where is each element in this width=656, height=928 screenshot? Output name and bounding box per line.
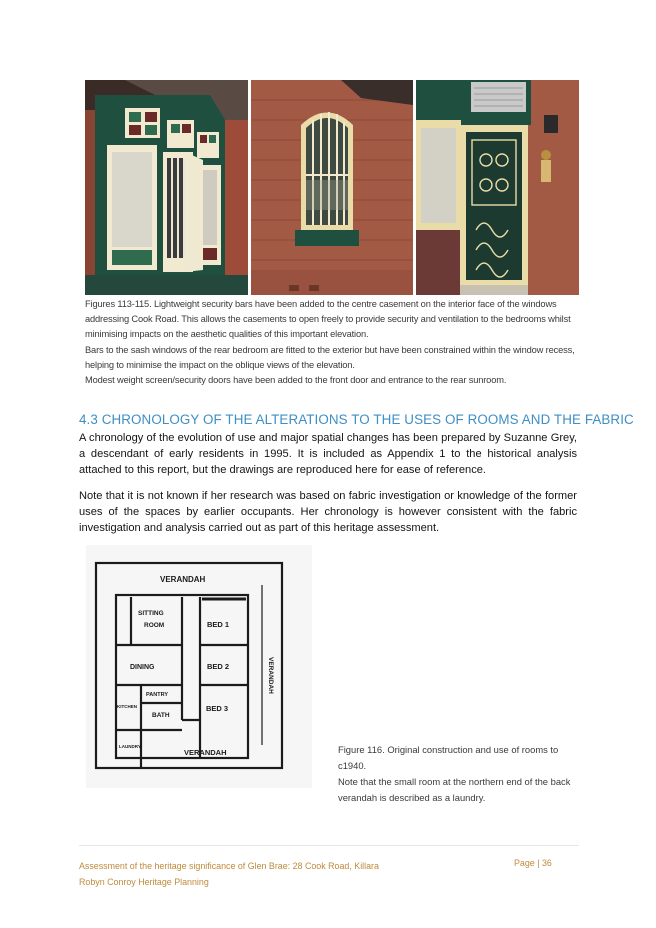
paragraph-1-text: A chronology of the evolution of use and major spatial changes has been prepared by Suzanne Grey, a descendant of early residents in 1995. It is included as Appendix 1 to the historical analysis attached to this report, but the drawings are reproduced here for ease of reference. bbox=[79, 432, 577, 477]
plan-label-verandah-bottom: VERANDAH bbox=[184, 748, 227, 757]
plan-label-bed2: BED 2 bbox=[207, 662, 230, 671]
plan-label-kitchen: KITCHEN bbox=[117, 704, 137, 709]
plan-label-sitting: SITTING bbox=[138, 610, 164, 617]
plan-label-verandah-top: VERANDAH bbox=[160, 575, 206, 584]
figure-116-line-3: verandah is described as a laundry. bbox=[338, 792, 486, 803]
photo-security-door bbox=[416, 80, 579, 295]
footer-divider bbox=[79, 845, 579, 846]
plan-label-dining: DINING bbox=[130, 664, 155, 671]
paragraph-2-text: Note that it is not known if her research was based on fabric investigation or knowledge of the former uses of the spaces by earlier occupants. Her chronology is however consistent with the fabric investigation and analysis carried out as part of this heritage assessment. bbox=[79, 490, 577, 535]
plan-label-bed1: BED 1 bbox=[207, 620, 230, 629]
plan-label-bath: BATH bbox=[152, 712, 170, 719]
page-number: Page | 36 bbox=[514, 858, 552, 868]
floor-plan-sketch bbox=[86, 545, 312, 788]
caption-line-2: Bars to the sash windows of the rear bedroom are fitted to the exterior but have been constrained within the window recess, helping to minimise the impact on the oblique views of the elevation. bbox=[85, 344, 575, 370]
figure-116-line-1: Figure 116. Original construction and use of rooms to c1940. bbox=[338, 744, 559, 771]
plan-label-room: ROOM bbox=[144, 622, 165, 629]
plan-label-laundry: LAUNDRY bbox=[119, 744, 141, 749]
plan-label-verandah-side: VERANDAH bbox=[267, 657, 274, 694]
footer-author: Robyn Conroy Heritage Planning bbox=[79, 877, 209, 887]
figure-116-caption bbox=[338, 742, 578, 806]
photo-sash-window bbox=[251, 80, 413, 295]
footer-text bbox=[79, 858, 379, 890]
footer-document-title: Assessment of the heritage significance of Glen Brae: 28 Cook Road, Killara bbox=[79, 861, 379, 871]
plan-label-bed3: BED 3 bbox=[206, 704, 229, 713]
plan-label-pantry: PANTRY bbox=[146, 692, 168, 698]
section-heading: 4.3 CHRONOLOGY OF THE ALTERATIONS TO THE USES OF ROOMS AND THE FABRIC bbox=[79, 412, 634, 427]
photo-casement-window bbox=[85, 80, 248, 295]
caption-line-1: Figures 113-115. Lightweight security bars have been added to the centre casement on the interior face of the windows addressing Cook Road. This allows the casements to open freely to provide security and ventilation to the bedrooms whilst minimising impacts on the aesthetic qualities of this important elevation. bbox=[85, 299, 571, 340]
figures-113-115-caption bbox=[85, 297, 579, 388]
caption-line-3: Modest weight screen/security doors have been added to the front door and entrance to the rear sunroom. bbox=[85, 375, 507, 386]
body-paragraph-2 bbox=[79, 488, 577, 537]
figure-116-line-2: Note that the small room at the northern end of the back bbox=[338, 776, 571, 787]
figures-113-115-photos bbox=[85, 80, 579, 295]
body-paragraph-1 bbox=[79, 430, 577, 479]
